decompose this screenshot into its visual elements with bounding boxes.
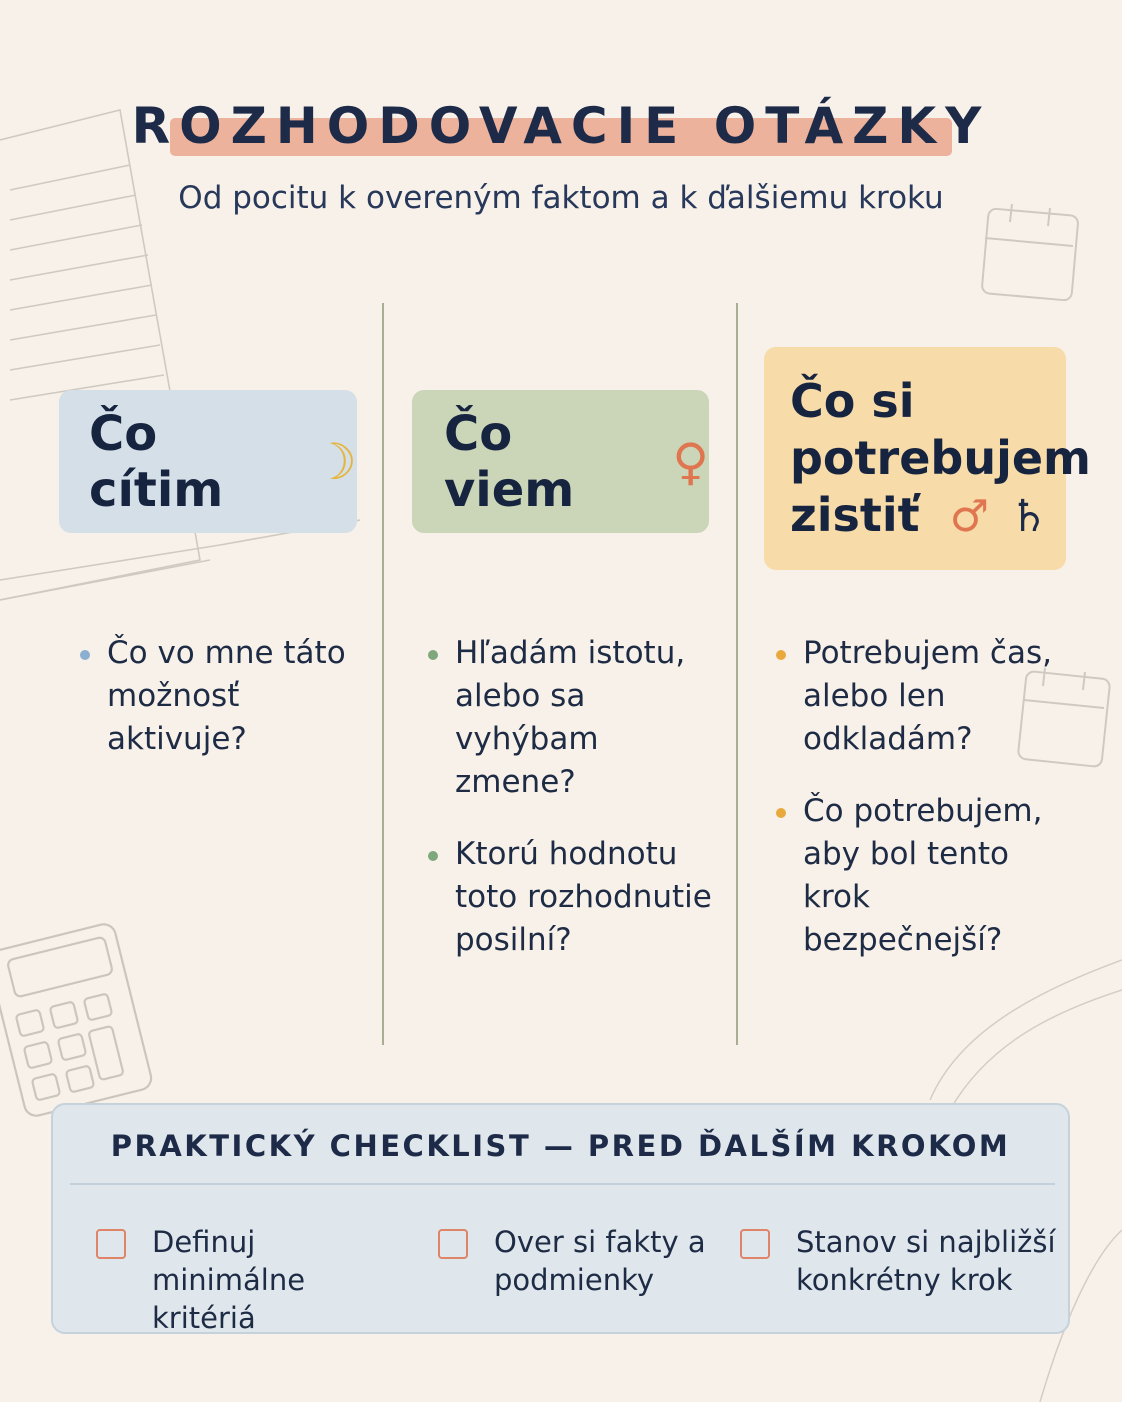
card-co-si-potrebujem-zistit [764,347,1091,570]
moon-icon: ☽ [312,432,357,491]
checklist-item[interactable] [438,1223,734,1299]
list-item: Ktorú hodnotu toto rozhodnutie posilní? [428,833,728,962]
bullet-list [428,632,728,991]
column-divider [382,303,384,1045]
checklist-divider [70,1183,1055,1185]
list-item: Potrebujem čas, alebo len odkladám? [776,632,1076,761]
checkbox[interactable] [740,1229,770,1259]
card-label: Čo cítim [89,405,224,518]
checklist-item-label: Definuj minimálne kritériá [152,1225,306,1335]
mars-icon: ♂ [949,490,990,542]
card-label: Čo viem [444,405,575,518]
card-label-line: zistiť [790,487,920,542]
checklist-title: PRAKTICKÝ CHECKLIST — PRED ĎALŠÍM KROKOM [110,1129,1011,1163]
bullet-list [80,632,360,790]
title-container [0,96,1122,156]
card-label-line-with-icons [790,487,1091,545]
list-item: Hľadám istotu, alebo sa vyhýbam zmene? [428,632,728,804]
page-subtitle: Od pocitu k overeným faktom a k ďalšiemu kroku [178,180,944,216]
venus-icon: ♀ [672,432,709,491]
card-co-citim [59,390,357,533]
list-item: Čo vo mne táto možnosť aktivuje? [80,632,360,761]
checklist-item-label: Stanov si najbližší konkrétny krok [796,1225,1056,1297]
card-co-viem [412,390,709,533]
practical-checklist [51,1103,1070,1334]
calculator-icon [0,922,154,1118]
checklist-item-label: Over si fakty a podmienky [494,1225,706,1297]
checklist-item[interactable] [740,1223,1056,1299]
list-item: Čo potrebujem, aby bol tento krok bezpečnejší? [776,790,1076,962]
bullet-list [776,632,1076,991]
card-label-line: Čo si [790,373,915,428]
checkbox[interactable] [96,1229,126,1259]
page-title: ROZHODOVACIE OTÁZKY [131,97,991,155]
column-divider [736,303,738,1045]
saturn-icon: ♄ [1009,490,1049,542]
calendar-icon [982,204,1079,301]
card-label-line: potrebujem [790,430,1091,485]
checklist-item[interactable] [96,1223,392,1337]
checkbox[interactable] [438,1229,468,1259]
card-label [790,373,1091,545]
